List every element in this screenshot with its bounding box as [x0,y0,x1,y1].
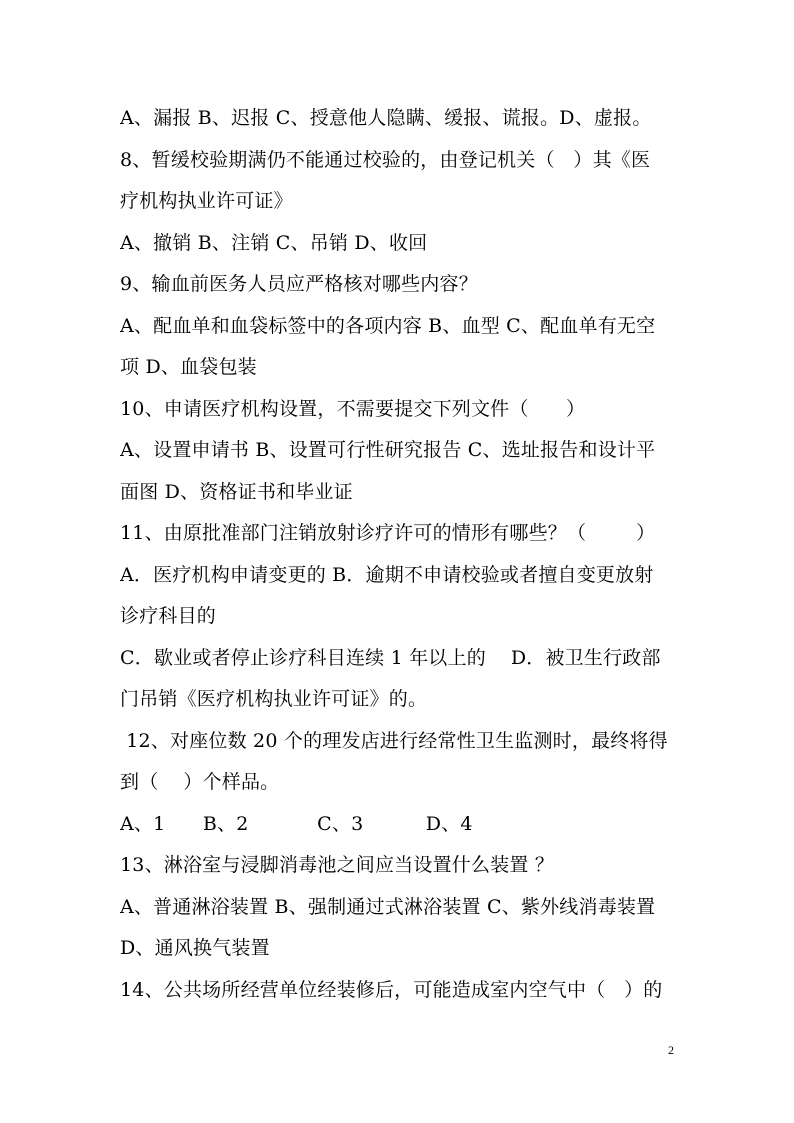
text-line: A、设置申请书 B、设置可行性研究报告 C、选址报告和设计平 [120,439,656,461]
text-line: A、1 B、2 C、3 D、4 [120,812,473,835]
text-line: 10、申请医疗机构设置，不需要提交下列文件（ ） [120,397,586,420]
page-number: 2 [668,1043,674,1057]
text-line: 8、暂缓校验期满仍不能通过校验的，由登记机关（ ）其《医 [120,148,651,171]
text-line: 12、对座位数 20 个的理发店进行经常性卫生监测时，最终将得 [120,729,668,752]
question-text-block [120,98,680,1011]
text-line: 13、淋浴室与浸脚消毒池之间应当设置什么装置 ？ [120,854,555,876]
text-line: 到（ ）个样品。 [120,771,280,793]
text-line: A、配血单和血袋标签中的各项内容 B、血型 C、配血单有无空 [120,314,656,337]
text-line: C．歇业或者停止诊疗科目连续 1 年以上的 D．被卫生行政部 [120,646,661,669]
text-line: 面图 D、资格证书和毕业证 [120,480,353,503]
text-line: D、通风换气装置 [120,937,270,959]
text-line: 14、公共场所经营单位经装修后，可能造成室内空气中（ ）的 [120,978,663,1001]
text-line: 疗机构执业许可证》 [120,190,293,212]
text-line: 9、输血前医务人员应严格核对哪些内容？ [120,273,478,295]
text-line: 11、由原批准部门注销放射诊疗许可的情形有哪些？（ ） [120,522,656,544]
text-line: A．医疗机构申请变更的 B．逾期不申请校验或者擅自变更放射 [120,563,654,586]
text-line: A、撤销 B、注销 C、吊销 D、收回 [120,231,428,254]
text-line: A、漏报 B、迟报 C、授意他人隐瞒、缓报、谎报。D、虚报。 [120,107,652,129]
text-line: A、普通淋浴装置 B、强制通过式淋浴装置 C、紫外线消毒装置 [120,895,656,918]
text-line: 项 D、血袋包装 [120,356,257,378]
text-line: 门吊销《医疗机构执业许可证》的。 [120,688,428,710]
text-line: 诊疗科目的 [120,605,217,627]
